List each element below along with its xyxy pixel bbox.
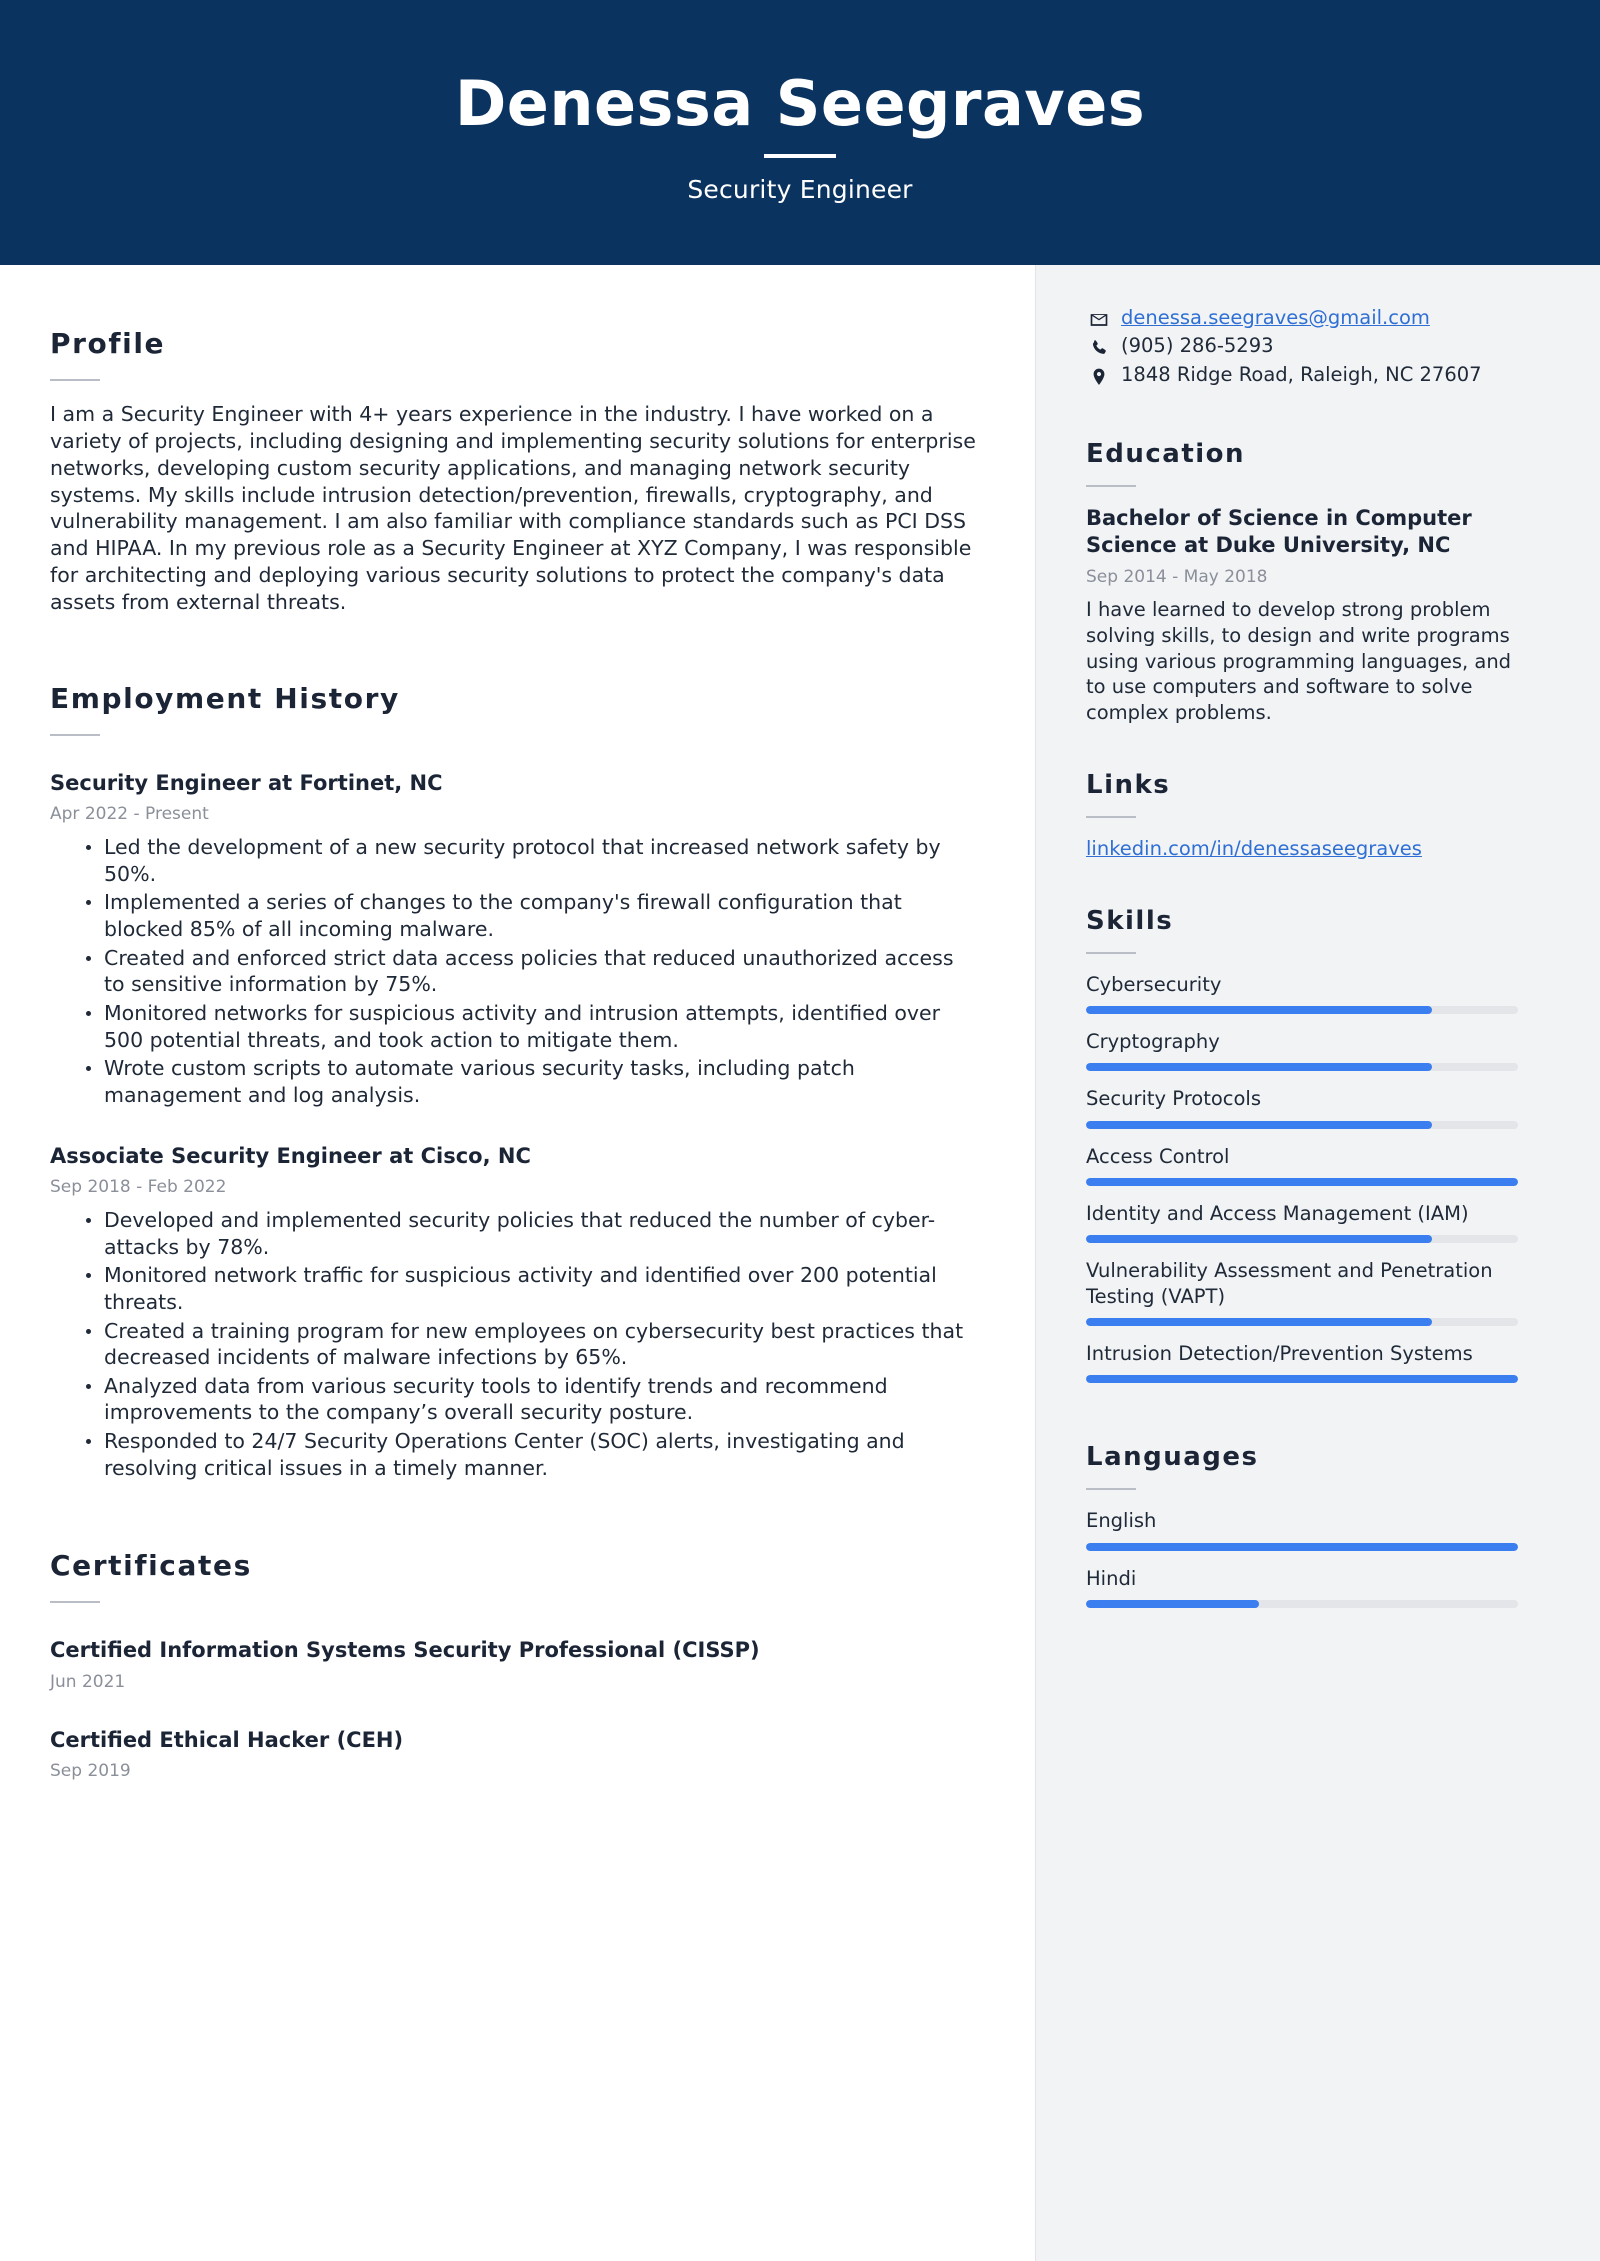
certificate-entry [50,1727,977,1782]
list-item: Created and enforced strict data access policies that reduced unauthorized access to sensitive information by 75%. [86,945,977,998]
skill-item [1086,1341,1518,1383]
resume-header [0,0,1600,265]
list-item: Responded to 24/7 Security Operations Center (SOC) alerts, investigating and resolving critical issues in a timely manner. [86,1428,977,1481]
skill-bar-track [1086,1235,1518,1243]
contact-address-row [1086,362,1518,387]
header-divider [764,154,836,158]
header-job-title: Security Engineer [687,175,913,205]
links-section [1086,770,1518,861]
skill-label: Identity and Access Management (IAM) [1086,1202,1469,1226]
profile-heading: Profile [50,327,166,360]
section-divider [1086,485,1136,487]
skill-item [1086,1144,1518,1186]
skill-bar-fill [1086,1178,1518,1186]
skill-item [1086,1086,1518,1128]
envelope-icon [1086,305,1112,330]
list-item: Monitored networks for suspicious activity and intrusion attempts, identified over 500 potential threats, and took action to mitigate them. [86,1000,977,1053]
resume-body [0,265,1600,2261]
language-bar-fill [1086,1543,1518,1551]
degree-date: Sep 2014 - May 2018 [1086,566,1268,587]
job-bullets [50,1207,977,1481]
list-item: Analyzed data from various security tools to identify trends and recommend improvements to the company’s overall security posture. [86,1373,977,1426]
degree-title: Bachelor of Science in Computer Science at Duke University, NC [1086,506,1472,558]
contact-email-row[interactable] [1086,305,1518,330]
phone-value: (905) 286-5293 [1121,334,1274,358]
section-divider [1086,816,1136,818]
language-label: English [1086,1509,1157,1533]
spacer [50,616,977,682]
location-pin-icon [1086,362,1112,387]
certificates-section [50,1549,977,1782]
skill-bar-track [1086,1063,1518,1071]
list-item: Implemented a series of changes to the company's firewall configuration that blocked 85% of all incoming malware. [86,889,977,942]
skill-label: Cybersecurity [1086,972,1222,996]
spacer [1086,862,1518,906]
profile-section [50,327,977,616]
spacer [50,1483,977,1549]
language-bar-track [1086,1543,1518,1551]
list-item: Monitored network traffic for suspicious activity and identified over 200 potential threats. [86,1262,977,1315]
language-bar-track [1086,1600,1518,1608]
page-title: Denessa Seegraves [454,66,1146,140]
job-date: Apr 2022 - Present [50,804,209,825]
certificate-title: Certified Information Systems Security Professional (CISSP) [50,1638,760,1663]
skill-bar-track [1086,1006,1518,1014]
skill-item [1086,1029,1518,1071]
linkedin-link[interactable]: linkedin.com/in/denessaseegraves [1086,837,1422,861]
skill-item [1086,972,1518,1014]
employment-section [50,682,977,1482]
list-item: Developed and implemented security policies that reduced the number of cyber-attacks by 78%. [86,1207,977,1260]
main-column [0,265,1035,2261]
languages-heading: Languages [1086,1442,1259,1473]
certificate-date: Sep 2019 [50,1761,131,1782]
list-item: Wrote custom scripts to automate various security tasks, including patch management and log analysis. [86,1055,977,1108]
job-bullets [50,834,977,1108]
skill-bar-track [1086,1375,1518,1383]
skill-bar-fill [1086,1063,1432,1071]
email-link[interactable]: denessa.seegraves@gmail.com [1121,306,1430,329]
spacer [1086,395,1518,439]
certificate-title: Certified Ethical Hacker (CEH) [50,1727,404,1752]
spacer [1086,1398,1518,1442]
sidebar-column [1035,265,1600,2261]
skill-bar-fill [1086,1121,1432,1129]
list-item: Led the development of a new security protocol that increased network safety by 50%. [86,834,977,887]
section-divider [50,734,100,736]
skill-label: Vulnerability Assessment and Penetration Testing (VAPT) [1086,1259,1493,1308]
certificate-date: Jun 2021 [50,1671,126,1692]
employment-entry [50,1143,977,1482]
profile-text: I am a Security Engineer with 4+ years experience in the industry. I have worked on a variety of projects, including designing and implementing security solutions for enterprise networks, developing custom security applications, and managing network security systems. My skills include intrusion detection/prevention, firewalls, cryptography, and vulnerability management. I am also familiar with compliance standards such as PCI DSS and HIPAA. In my previous role as a Security Engineer at XYZ Company, I was responsible for architecting and deploying various security solutions to protect the company's data assets from external threats. [50,402,976,614]
skill-bar-track [1086,1178,1518,1186]
contact-section [1086,305,1518,387]
language-label: Hindi [1086,1566,1137,1590]
skill-item [1086,1201,1518,1243]
phone-icon [1086,333,1112,358]
contact-phone-row [1086,333,1518,358]
job-title: Associate Security Engineer at Cisco, NC [50,1143,531,1168]
skill-label: Cryptography [1086,1030,1220,1054]
degree-description: I have learned to develop strong problem solving skills, to design and write programs using various programming languages, and to use computers and software to solve complex problems. [1086,597,1512,725]
skill-label: Security Protocols [1086,1087,1262,1111]
skill-bar-fill [1086,1318,1432,1326]
spacer [1086,726,1518,770]
skill-bar-fill [1086,1235,1432,1243]
language-bar-fill [1086,1600,1259,1608]
address-value: 1848 Ridge Road, Raleigh, NC 27607 [1121,362,1482,386]
languages-section [1086,1442,1518,1608]
list-item: Created a training program for new employees on cybersecurity best practices that decreased incidents of malware infections by 65%. [86,1318,977,1371]
certificates-heading: Certificates [50,1549,252,1583]
job-date: Sep 2018 - Feb 2022 [50,1176,227,1197]
certificate-entry [50,1637,977,1692]
skill-item [1086,1258,1518,1326]
employment-heading: Employment History [50,681,400,715]
employment-entry [50,770,977,1109]
education-heading: Education [1086,439,1246,470]
skill-label: Intrusion Detection/Prevention Systems [1086,1342,1473,1366]
education-section [1086,439,1518,726]
skill-bar-track [1086,1121,1518,1129]
job-title: Security Engineer at Fortinet, NC [50,770,443,795]
education-entry [1086,505,1518,726]
section-divider [50,1601,100,1603]
skills-heading: Skills [1086,905,1174,936]
skill-label: Access Control [1086,1144,1230,1168]
section-divider [1086,952,1136,954]
skill-bar-fill [1086,1006,1432,1014]
skill-bar-track [1086,1318,1518,1326]
section-divider [50,379,100,381]
skills-section [1086,906,1518,1384]
section-divider [1086,1488,1136,1490]
skill-bar-fill [1086,1375,1518,1383]
links-heading: Links [1086,770,1171,801]
language-item [1086,1566,1518,1608]
language-item [1086,1508,1518,1550]
